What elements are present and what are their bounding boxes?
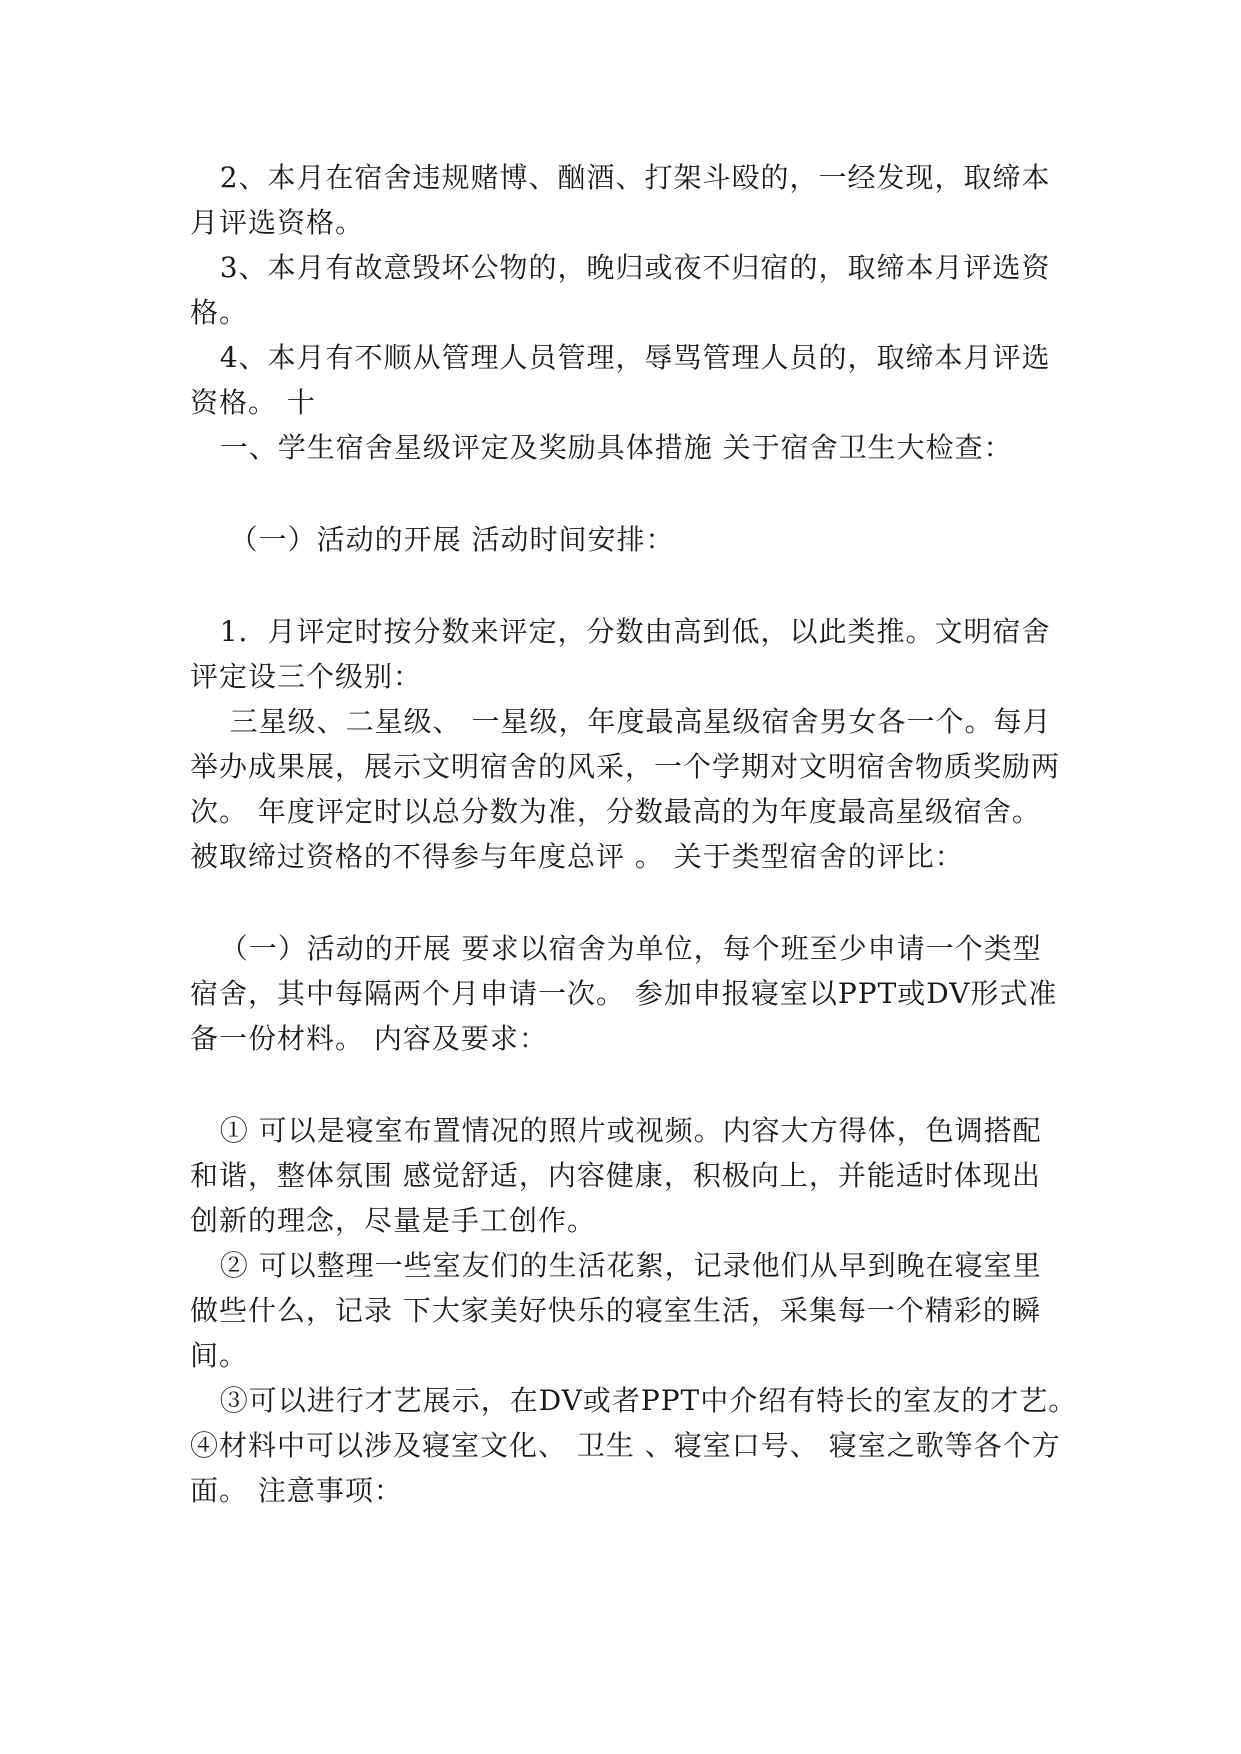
text-line: ④材料中可以涉及寝室文化、 卫生 、寝室口号、 寝室之歌等各个方 <box>190 1429 1061 1462</box>
text-line: 格。 <box>190 296 249 329</box>
text-line: （一）活动的开展 活动时间安排： <box>190 523 675 556</box>
text-line: 举办成果展，展示文明宿舍的风采，一个学期对文明宿舍物质奖励两 <box>190 750 1061 783</box>
text-line: 间。 <box>190 1339 249 1372</box>
text-line: 一、学生宿舍星级评定及奖励具体措施 关于宿舍卫生大检查： <box>190 431 1013 464</box>
text-line: 资格。 十 <box>190 386 316 419</box>
text-line: 2、本月在宿舍违规赌博、酗酒、打架斗殴的，一经发现，取缔本 <box>190 161 1051 194</box>
text-line: 三星级、二星级、 一星级，年度最高星级宿舍男女各一个。每月 <box>190 705 1052 738</box>
text-line: 1．月评定时按分数来评定，分数由高到低，以此类推。文明宿舍 <box>190 615 1051 648</box>
text-line: 评定设三个级别： <box>190 660 423 693</box>
text-line: ② 可以整理一些室友们的生活花絮，记录他们从早到晚在寝室里 <box>190 1249 1042 1282</box>
text-line: 和谐，整体氛围 感觉舒适，内容健康，积极向上，并能适时体现出 <box>190 1159 1041 1192</box>
text-line: 做些什么，记录 下大家美好快乐的寝室生活，采集每一个精彩的瞬 <box>190 1294 1041 1327</box>
text-line: （一）活动的开展 要求以宿舍为单位，每个班至少申请一个类型 <box>190 932 1042 965</box>
text-line: ③可以进行才艺展示，在DV或者PPT中介绍有特长的室友的才艺。 <box>190 1384 1078 1417</box>
text-line: 宿舍，其中每隔两个月申请一次。 参加申报寝室以PPT或DV形式准 <box>190 977 1058 1010</box>
text-line: 面。 注意事项： <box>190 1474 403 1507</box>
text-line: 备一份材料。 内容及要求： <box>190 1022 548 1055</box>
text-line: 被取缔过资格的不得参与年度总评 。 关于类型宿舍的评比： <box>190 840 964 873</box>
text-line: 创新的理念，尽量是手工创作。 <box>190 1204 597 1237</box>
text-line: 4、本月有不顺从管理人员管理，辱骂管理人员的，取缔本月评选 <box>190 341 1051 374</box>
text-line: 月评选资格。 <box>190 206 365 239</box>
text-line: 次。 年度评定时以总分数为准，分数最高的为年度最高星级宿舍。 <box>190 795 1041 828</box>
text-line: ① 可以是寝室布置情况的照片或视频。内容大方得体，色调搭配 <box>190 1114 1042 1147</box>
text-line: 3、本月有故意毁坏公物的，晚归或夜不归宿的，取缔本月评选资 <box>190 251 1051 284</box>
